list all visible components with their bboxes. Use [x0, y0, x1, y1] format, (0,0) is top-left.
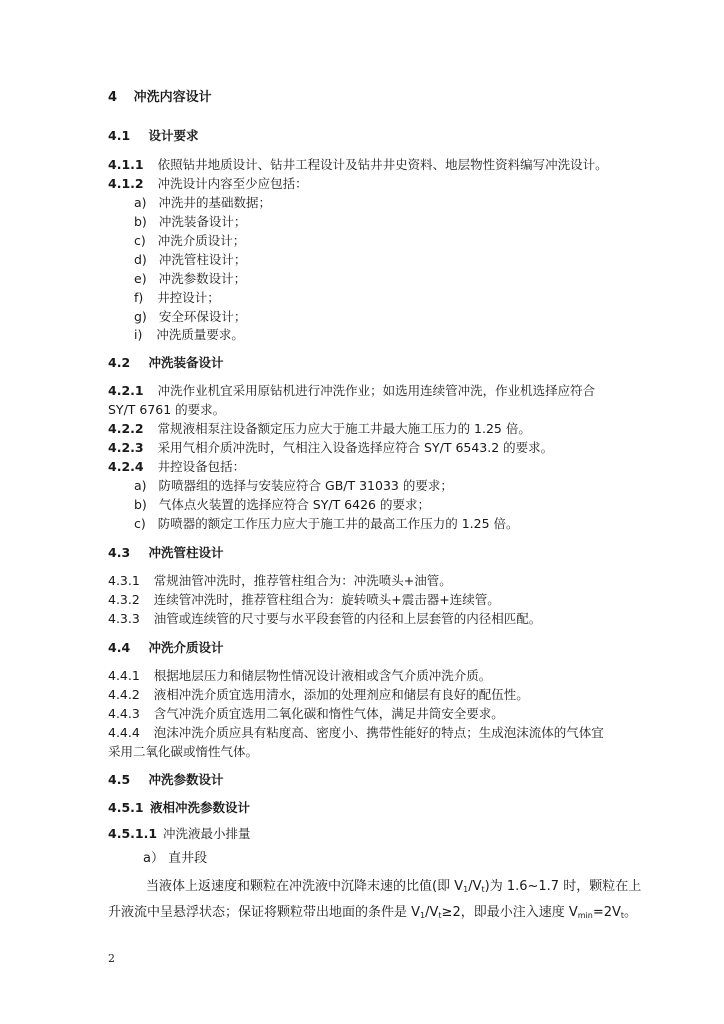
clause-text: 井控设备包括：: [157, 459, 246, 474]
subsection-title: 设计要求: [148, 128, 199, 143]
clause-4-2-1: [108, 383, 595, 399]
list-item: [134, 271, 246, 287]
subsection-heading: [108, 545, 224, 561]
list-item: [134, 309, 246, 325]
list-text: 冲洗介质设计；: [157, 233, 246, 248]
list-mark: d): [134, 252, 147, 267]
subsection-heading: [108, 772, 224, 788]
clause-number: 4.2.2: [108, 421, 144, 436]
clause-4-3-2: [108, 592, 500, 608]
subsection-heading: [108, 640, 224, 656]
clause-text: 连续管冲洗时，推荐管柱组合为：旋转喷头+震击器+连续管。: [153, 592, 500, 607]
clause-text: 根据地层压力和储层物性情况设计液相或含气介质冲洗介质。: [153, 668, 492, 683]
para-text: /V: [468, 879, 482, 894]
list-item: [134, 497, 430, 513]
para-text: 。: [624, 905, 638, 920]
list-item: [143, 850, 207, 868]
list-item: [134, 327, 244, 343]
item-heading: [108, 826, 251, 842]
list-item: [134, 290, 220, 306]
list-text: 防喷器组的选择与安装应符合 GB/T 31033 的要求；: [158, 478, 453, 493]
list-mark: a): [134, 195, 147, 210]
list-text: 冲洗管柱设计；: [158, 252, 247, 267]
list-mark: e): [134, 271, 147, 286]
subsection-number: 4.5: [108, 772, 131, 787]
clause-number: 4.1.2: [108, 176, 144, 191]
clause-4-2-3: [108, 440, 553, 456]
clause-number: 4.4.4: [108, 725, 140, 740]
subsubsection-heading: [108, 800, 250, 816]
clause-text: 含气冲洗介质宜选用二氧化碳和惰性气体，满足井筒安全要求。: [153, 706, 504, 721]
subscript: min: [577, 911, 593, 920]
subscript: 1: [463, 885, 469, 894]
subsection-title: 冲洗介质设计: [148, 640, 224, 655]
subscript: t: [620, 911, 625, 920]
list-mark: i): [134, 327, 143, 342]
list-item: [134, 233, 245, 249]
clause-text: 泡沫冲洗介质应具有粘度高、密度小、携带性能好的特点；生成泡沫流体的气体宜: [153, 725, 604, 740]
section-title: 冲洗内容设计: [133, 90, 212, 105]
list-text: 井控设计；: [157, 290, 220, 305]
list-mark: b): [134, 214, 147, 229]
list-item: [134, 478, 453, 494]
clause-4-3-1: [108, 573, 452, 589]
list-item: [134, 195, 271, 211]
para-text: ): [484, 879, 490, 894]
clause-text: 采用气相介质冲洗时，气相注入设备选择应符合 SY/T 6543.2 的要求。: [157, 440, 554, 455]
para-text: 为 1.6~1.7 时，颗粒在上: [489, 879, 642, 894]
clause-4-4-4: [108, 725, 604, 741]
clause-number: 4.4.1: [108, 668, 140, 683]
clause-number: 4.2.1: [108, 383, 144, 398]
paragraph-line-1: [146, 878, 641, 899]
clause-number: 4.4.3: [108, 706, 140, 721]
subscript: t: [481, 885, 485, 894]
item-number: 4.5.1.1: [108, 826, 158, 841]
list-text: 直井段: [168, 851, 208, 866]
page-number: 2: [108, 952, 115, 965]
clause-number: 4.1.1: [108, 157, 144, 172]
list-text: 气体点火装置的选择应符合 SY/T 6426 的要求；: [158, 497, 430, 512]
subscript: 1: [420, 911, 426, 920]
subsection-title: 冲洗装备设计: [148, 355, 224, 370]
subsubsection-number: 4.5.1: [108, 800, 144, 815]
clause-text: 常规液相泵注设备额定压力应大于施工井最大施工压力的 1.25 倍。: [157, 421, 531, 436]
para-text: =2V: [592, 905, 621, 920]
paragraph-line-2: [108, 904, 637, 925]
list-mark: c): [134, 233, 146, 248]
subsection-title: 冲洗管柱设计: [148, 545, 224, 560]
clause-4-4-1: [108, 668, 491, 684]
para-text: /V: [425, 905, 439, 920]
para-text: 当液体上返速度和颗粒在冲洗液中沉降末速的比值(即 V: [146, 879, 464, 894]
clause-text: 油管或连续管的尺寸要与水平段套管的内径和上层套管的内径相匹配。: [153, 611, 542, 626]
subsection-number: 4.2: [108, 355, 131, 370]
list-item: [134, 214, 246, 230]
subsubsection-title: 液相冲洗参数设计: [149, 800, 250, 815]
item-title: 冲洗液最小排量: [163, 826, 251, 841]
list-mark: f): [134, 290, 144, 305]
clause-4-3-3: [108, 611, 541, 627]
list-mark: g): [134, 309, 147, 324]
clause-continuation: 采用二氧化碳或惰性气体。: [108, 744, 259, 759]
clause-text: 常规油管冲洗时，推荐管柱组合为：冲洗喷头+油管。: [153, 573, 452, 588]
list-text: 冲洗质量要求。: [156, 327, 244, 342]
clause-4-2-4: [108, 459, 245, 475]
clause-4-2-2: [108, 421, 531, 437]
clause-4-4-3: [108, 706, 504, 722]
clause-4-1-2: [108, 176, 308, 192]
clause-number: 4.2.3: [108, 440, 144, 455]
para-text: 升液流中呈悬浮状态；保证将颗粒带出地面的条件是 V: [108, 905, 421, 920]
section-heading: [108, 90, 212, 106]
clause-text: 依照钻井地质设计、钻井工程设计及钻井井史资料、地层物性资料编写冲洗设计。: [157, 157, 608, 172]
subsection-number: 4.1: [108, 128, 131, 143]
list-mark: b): [134, 497, 147, 512]
list-text: 安全环保设计；: [158, 309, 247, 324]
list-text: 冲洗参数设计；: [158, 271, 247, 286]
clause-continuation: SY/T 6761 的要求。: [108, 402, 226, 417]
list-text: 冲洗井的基础数据；: [158, 195, 272, 210]
list-mark: a）: [143, 851, 164, 866]
clause-4-1-1: [108, 157, 608, 173]
list-item: [134, 516, 519, 532]
list-mark: a): [134, 478, 147, 493]
clause-number: 4.3.1: [108, 573, 140, 588]
list-text: 防喷器的额定工作压力应大于施工井的最高工作压力的 1.25 倍。: [157, 516, 519, 531]
list-item: [134, 252, 246, 268]
clause-number: 4.3.2: [108, 592, 140, 607]
clause-text: 冲洗设计内容至少应包括：: [157, 176, 308, 191]
clause-4-4-2: [108, 687, 529, 703]
subsection-number: 4.4: [108, 640, 131, 655]
section-number: 4: [108, 90, 118, 105]
subscript: t: [438, 911, 442, 920]
para-text: ≥2，即最小注入速度 V: [441, 905, 578, 920]
subsection-number: 4.3: [108, 545, 131, 560]
clause-number: 4.2.4: [108, 459, 144, 474]
clause-number: 4.4.2: [108, 687, 140, 702]
subsection-heading: [108, 355, 224, 371]
clause-text: 液相冲洗介质宜选用清水，添加的处理剂应和储层有良好的配伍性。: [153, 687, 529, 702]
list-text: 冲洗装备设计；: [158, 214, 247, 229]
subsection-heading: [108, 128, 199, 144]
clause-text: 冲洗作业机宜采用原钻机进行冲洗作业；如选用连续管冲洗，作业机选择应符合: [157, 383, 596, 398]
list-mark: c): [134, 516, 146, 531]
clause-number: 4.3.3: [108, 611, 140, 626]
subsection-title: 冲洗参数设计: [148, 772, 224, 787]
